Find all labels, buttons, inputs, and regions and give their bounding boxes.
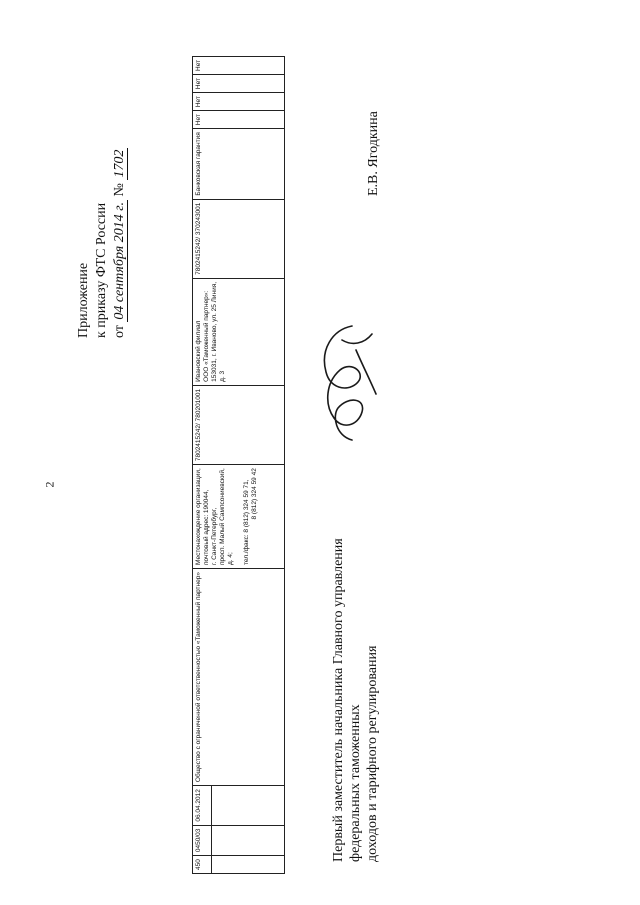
appendix-date-line — [111, 148, 129, 338]
address-line: Местонахождение организации, — [195, 468, 202, 566]
signer-position-line: федеральных таможенных — [348, 704, 363, 862]
date-value: 04 сентября 2014 г. — [112, 201, 127, 320]
cell-date: 06.04.2012 — [193, 786, 212, 826]
cell-empty — [212, 856, 285, 874]
cell-flag-4: Нет — [193, 56, 285, 74]
address-line: просп. Малый Сампсониевский, — [219, 468, 226, 566]
appendix-header — [75, 148, 129, 338]
cell-reg-no: 0450/03 — [193, 825, 212, 856]
cell-flag-1: Нет — [193, 111, 285, 129]
date-prefix: от — [112, 325, 127, 338]
appendix-title: Приложение — [76, 262, 91, 338]
cell-branch — [193, 278, 285, 385]
registry-table — [192, 56, 285, 874]
branch-line: Ивановский филиал — [195, 320, 202, 382]
signer-position-line: Первый заместитель начальника Главного управления — [331, 538, 346, 862]
page-number: 2 — [42, 481, 57, 488]
cell-empty — [212, 786, 285, 826]
signature-image — [312, 320, 382, 445]
cell-inn-kpp: 7802415242/ 780201001 — [193, 385, 285, 464]
address-line: 8 (812) 324 59 42 — [251, 468, 258, 520]
signer-name: Е.В. Ягодкина — [366, 111, 381, 196]
cell-branch-inn-kpp: 7802415242/ 370243001 — [193, 199, 285, 278]
cell-guarantee — [193, 129, 285, 199]
number-prefix: № — [112, 183, 127, 197]
appendix-order-ref: к приказу ФТС России — [94, 202, 109, 338]
cell-empty — [212, 825, 285, 856]
address-line: почтовый адрес: 190044, — [203, 489, 210, 566]
cell-flag-2: Нет — [193, 93, 285, 111]
branch-line: ООО «Таможенный партнер»: — [203, 290, 210, 382]
guarantee-text: Банковская гарантия — [195, 132, 202, 196]
cell-address — [193, 465, 285, 569]
signer-position-line: доходов и тарифного регулирования — [365, 645, 380, 862]
org-name-text: Общество с ограниченной ответственностью «Таможенный партнер» — [195, 572, 202, 783]
cell-flag-3: Нет — [193, 75, 285, 93]
branch-line: д. 3 — [219, 370, 226, 382]
address-line: тел./факс: 8 (812) 324 59 71, — [243, 479, 250, 566]
table-row-top — [193, 56, 212, 873]
cell-org-name — [193, 569, 285, 786]
address-line: г. Санкт-Петербург, — [211, 507, 218, 566]
cell-num: 450 — [193, 856, 212, 874]
address-line: д. 4; — [227, 552, 234, 566]
branch-line: 153031, г. Иваново, ул. 25 Линия, — [211, 281, 218, 382]
signer-block — [330, 538, 381, 862]
number-value: 1702 — [112, 149, 127, 178]
